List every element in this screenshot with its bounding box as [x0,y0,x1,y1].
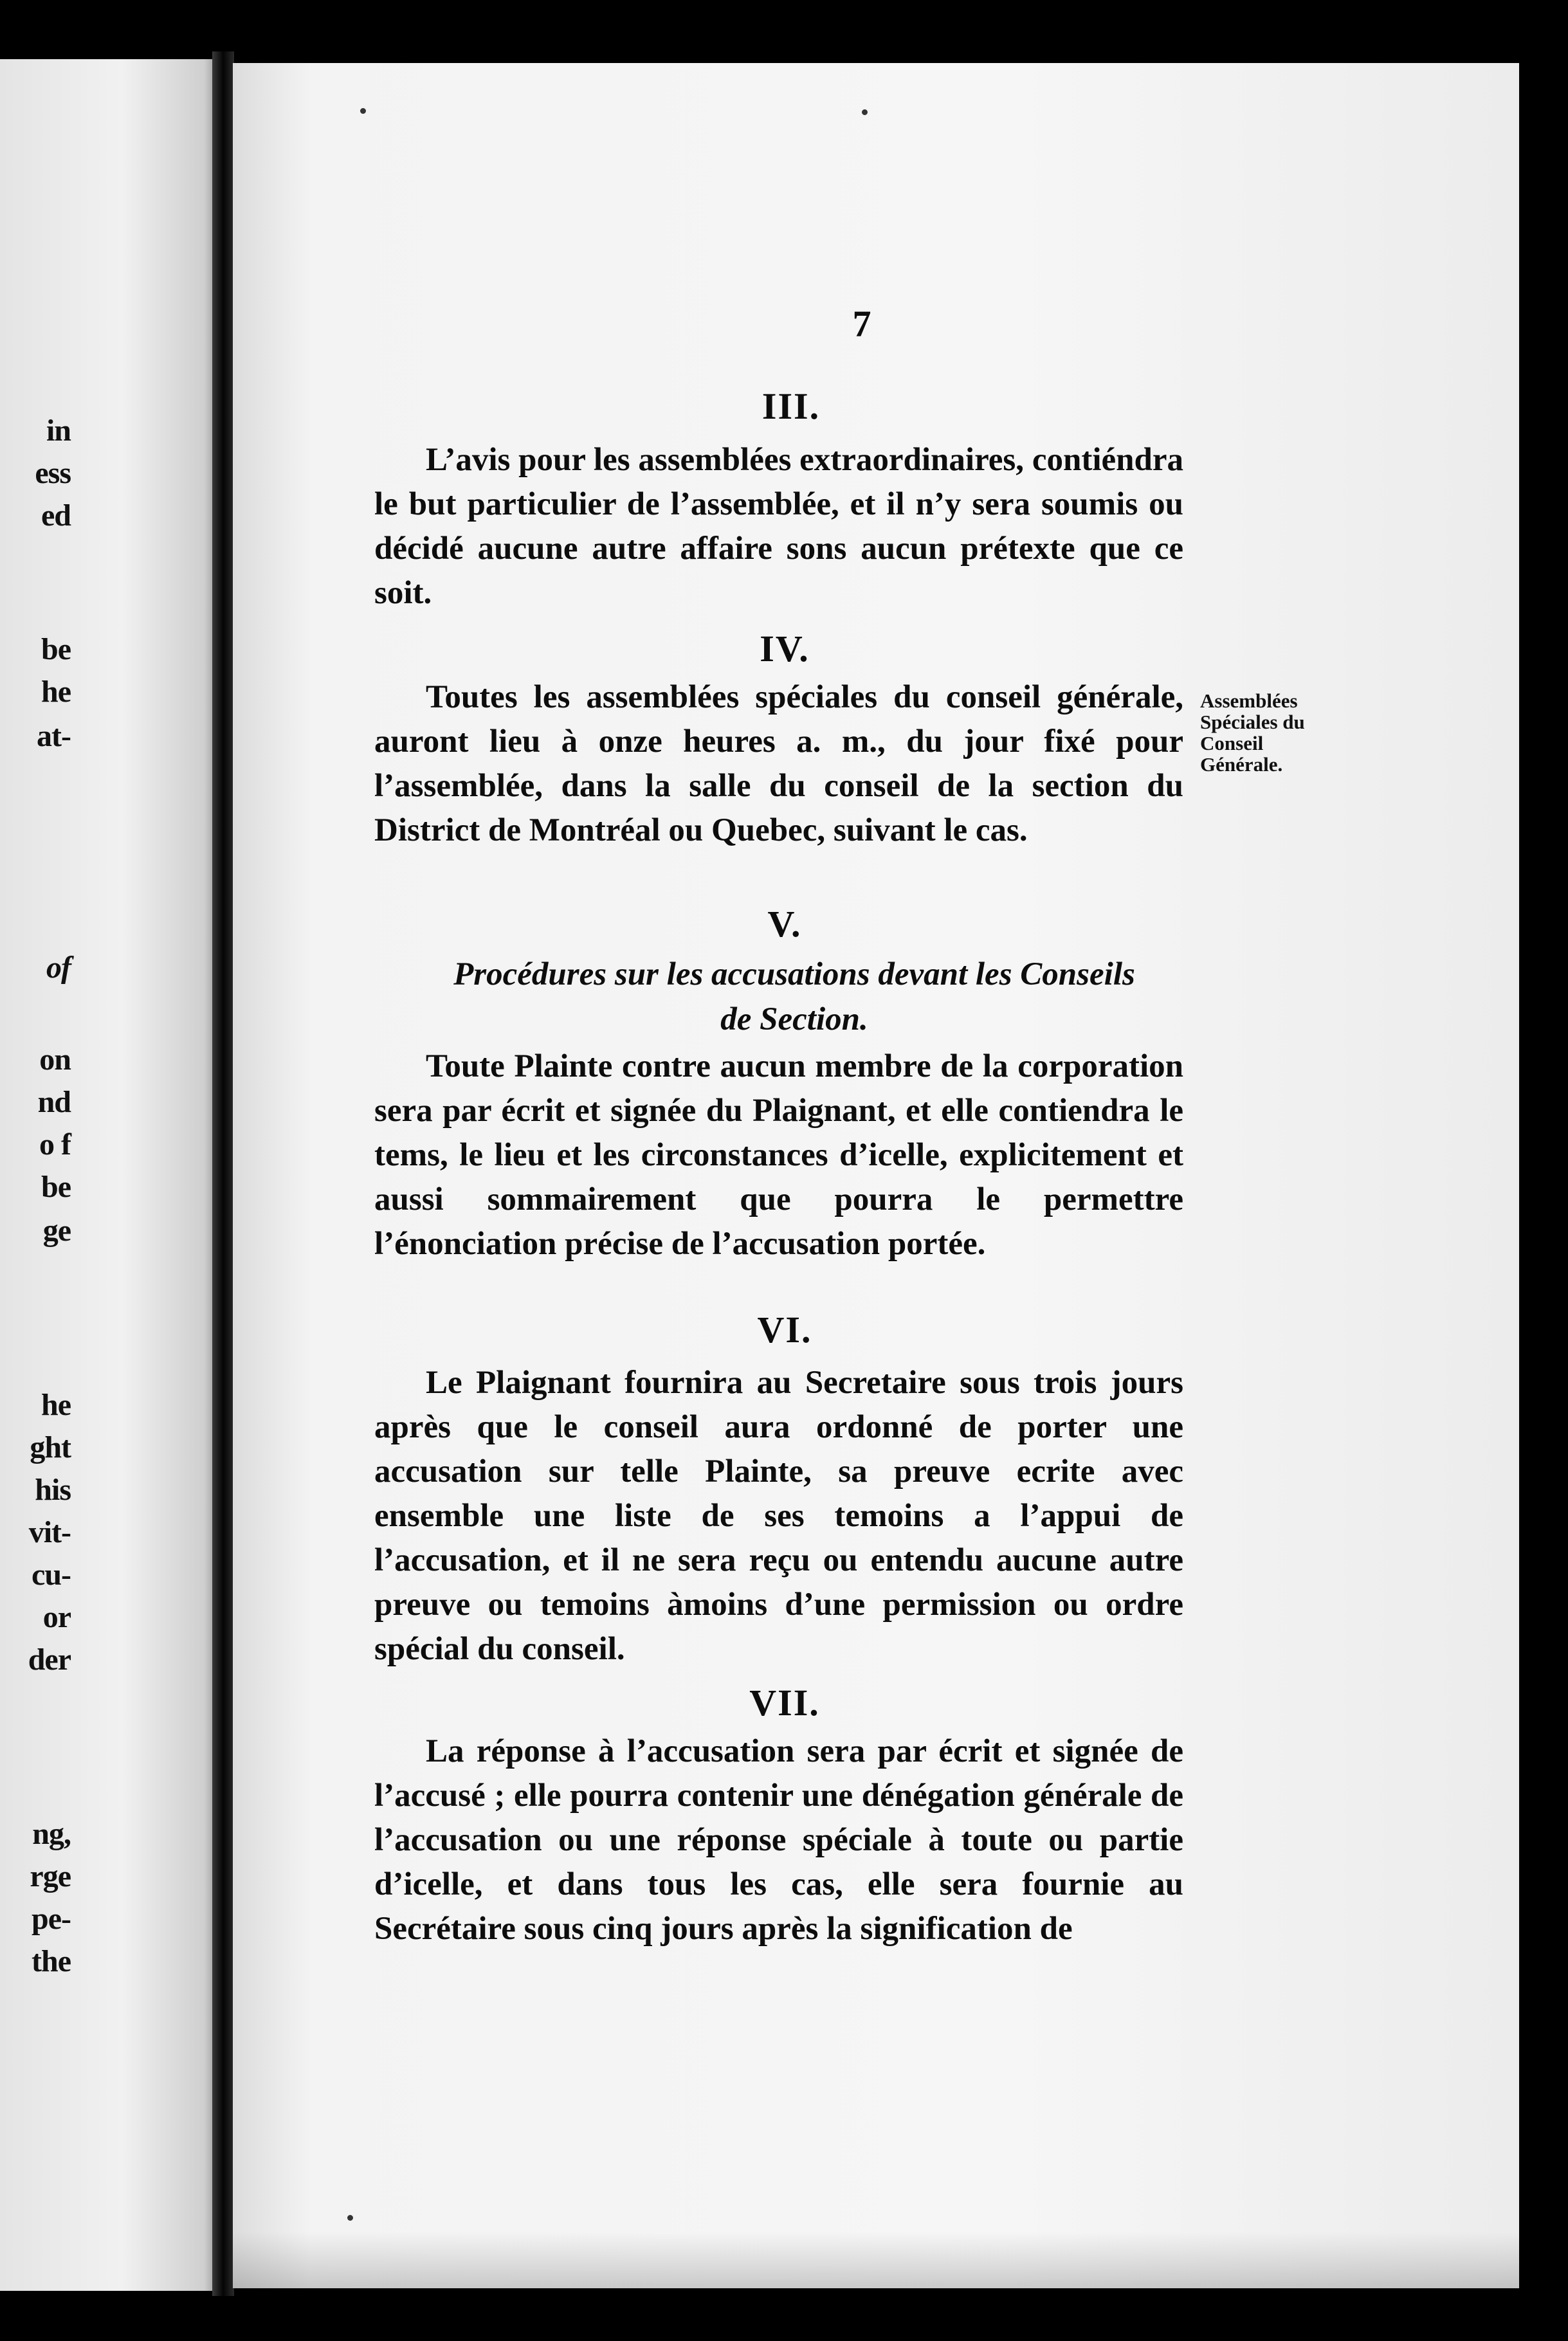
section-vi-paragraph: Le Plaignant fournira au Secretaire sous trois jours après que le conseil aura ordonné de porter une accusation sur telle Plainte, sa preuve ecrite avec ensemble une liste de ses temoins a l’appui de l’accusation, et il ne sera reçu ou entendu aucune autre preuve ou temoins àmoins d’une permission ou ordre spécial du conseil. [374,1365,1183,1667]
section-v-subtitle-line: de Section. [720,1001,868,1037]
marginal-note-line: Assemblées [1200,689,1298,712]
margin-fragment: he [41,675,71,709]
section-heading-iii: III. [761,385,821,427]
speck [347,2215,353,2221]
page-number: 7 [852,303,871,345]
margin-fragment: der [28,1643,71,1677]
margin-fragment: of [46,951,71,985]
margin-fragment: pe- [32,1902,71,1936]
section-v-subtitle-line: Procédures sur les accusations devant les Conseils [453,956,1135,992]
section-heading-iv: IV. [760,628,810,670]
margin-fragment: or [42,1600,71,1634]
marginal-note [1200,690,1348,775]
margin-fragment: be [41,632,71,666]
section-iv-paragraph: Toutes les assemblées spéciales du conseil générale, auront lieu à onze heures a. m., du jour fixé pour l’assemblée, dans la salle du conseil de la section du District de Montréal ou Quebec, suivant le cas. [374,679,1183,848]
section-heading-vi: VI. [757,1309,812,1351]
margin-fragment: ed [41,498,71,533]
section-v-subtitle [379,952,1209,1042]
marginal-note-line: Spéciales du [1200,711,1305,733]
margin-fragment: at- [37,719,71,753]
marginal-note-line: Générale. [1200,753,1283,776]
left-facing-page [0,59,222,2291]
margin-fragment: ess [35,456,71,490]
margin-fragment: ge [42,1214,71,1248]
speck [862,109,868,115]
margin-fragment: he [41,1388,71,1422]
speck [360,108,366,114]
section-heading-v: V. [767,903,802,945]
margin-fragment: ng, [32,1817,71,1851]
margin-fragment: nd [37,1085,71,1119]
margin-fragment: rge [30,1859,71,1893]
margin-fragment: in [46,414,71,448]
book-spine [212,51,234,2296]
margin-fragment: the [32,1944,71,1978]
section-iii-paragraph: L’avis pour les assemblées extraordinaires, contiéndra le but particulier de l’assemblée, et il n’y sera soumis ou décidé aucune autre affaire sons aucun prétexte que ce soit. [374,442,1183,611]
margin-fragment: be [41,1170,71,1204]
margin-fragment: cu- [32,1558,71,1592]
margin-fragment: his [35,1473,71,1507]
section-heading-vii: VII. [749,1682,820,1724]
marginal-note-line: Conseil [1200,732,1264,754]
section-vii-paragraph: La réponse à l’accusation sera par écrit et signée de l’accusé ; elle pourra contenir une dénégation générale de l’accusation ou une réponse spéciale à toute ou partie d’icelle, et dans tous les cas, elle sera fournie au Secrétaire sous cinq jours après la signification de [374,1733,1183,1947]
margin-fragment: o f [39,1127,71,1161]
margin-fragment: ght [30,1430,71,1464]
page-shadow [233,2232,1519,2290]
section-v-paragraph: Toute Plainte contre aucun membre de la corporation sera par écrit et signée du Plaignant, et elle contiendra le tems, le lieu et les circonstances d’icelle, explicitement et aussi sommairement que pourra le permettre l’énonciation précise de l’accusation portée. [374,1048,1183,1262]
margin-fragment: vit- [28,1515,71,1549]
margin-fragment: on [39,1043,71,1077]
